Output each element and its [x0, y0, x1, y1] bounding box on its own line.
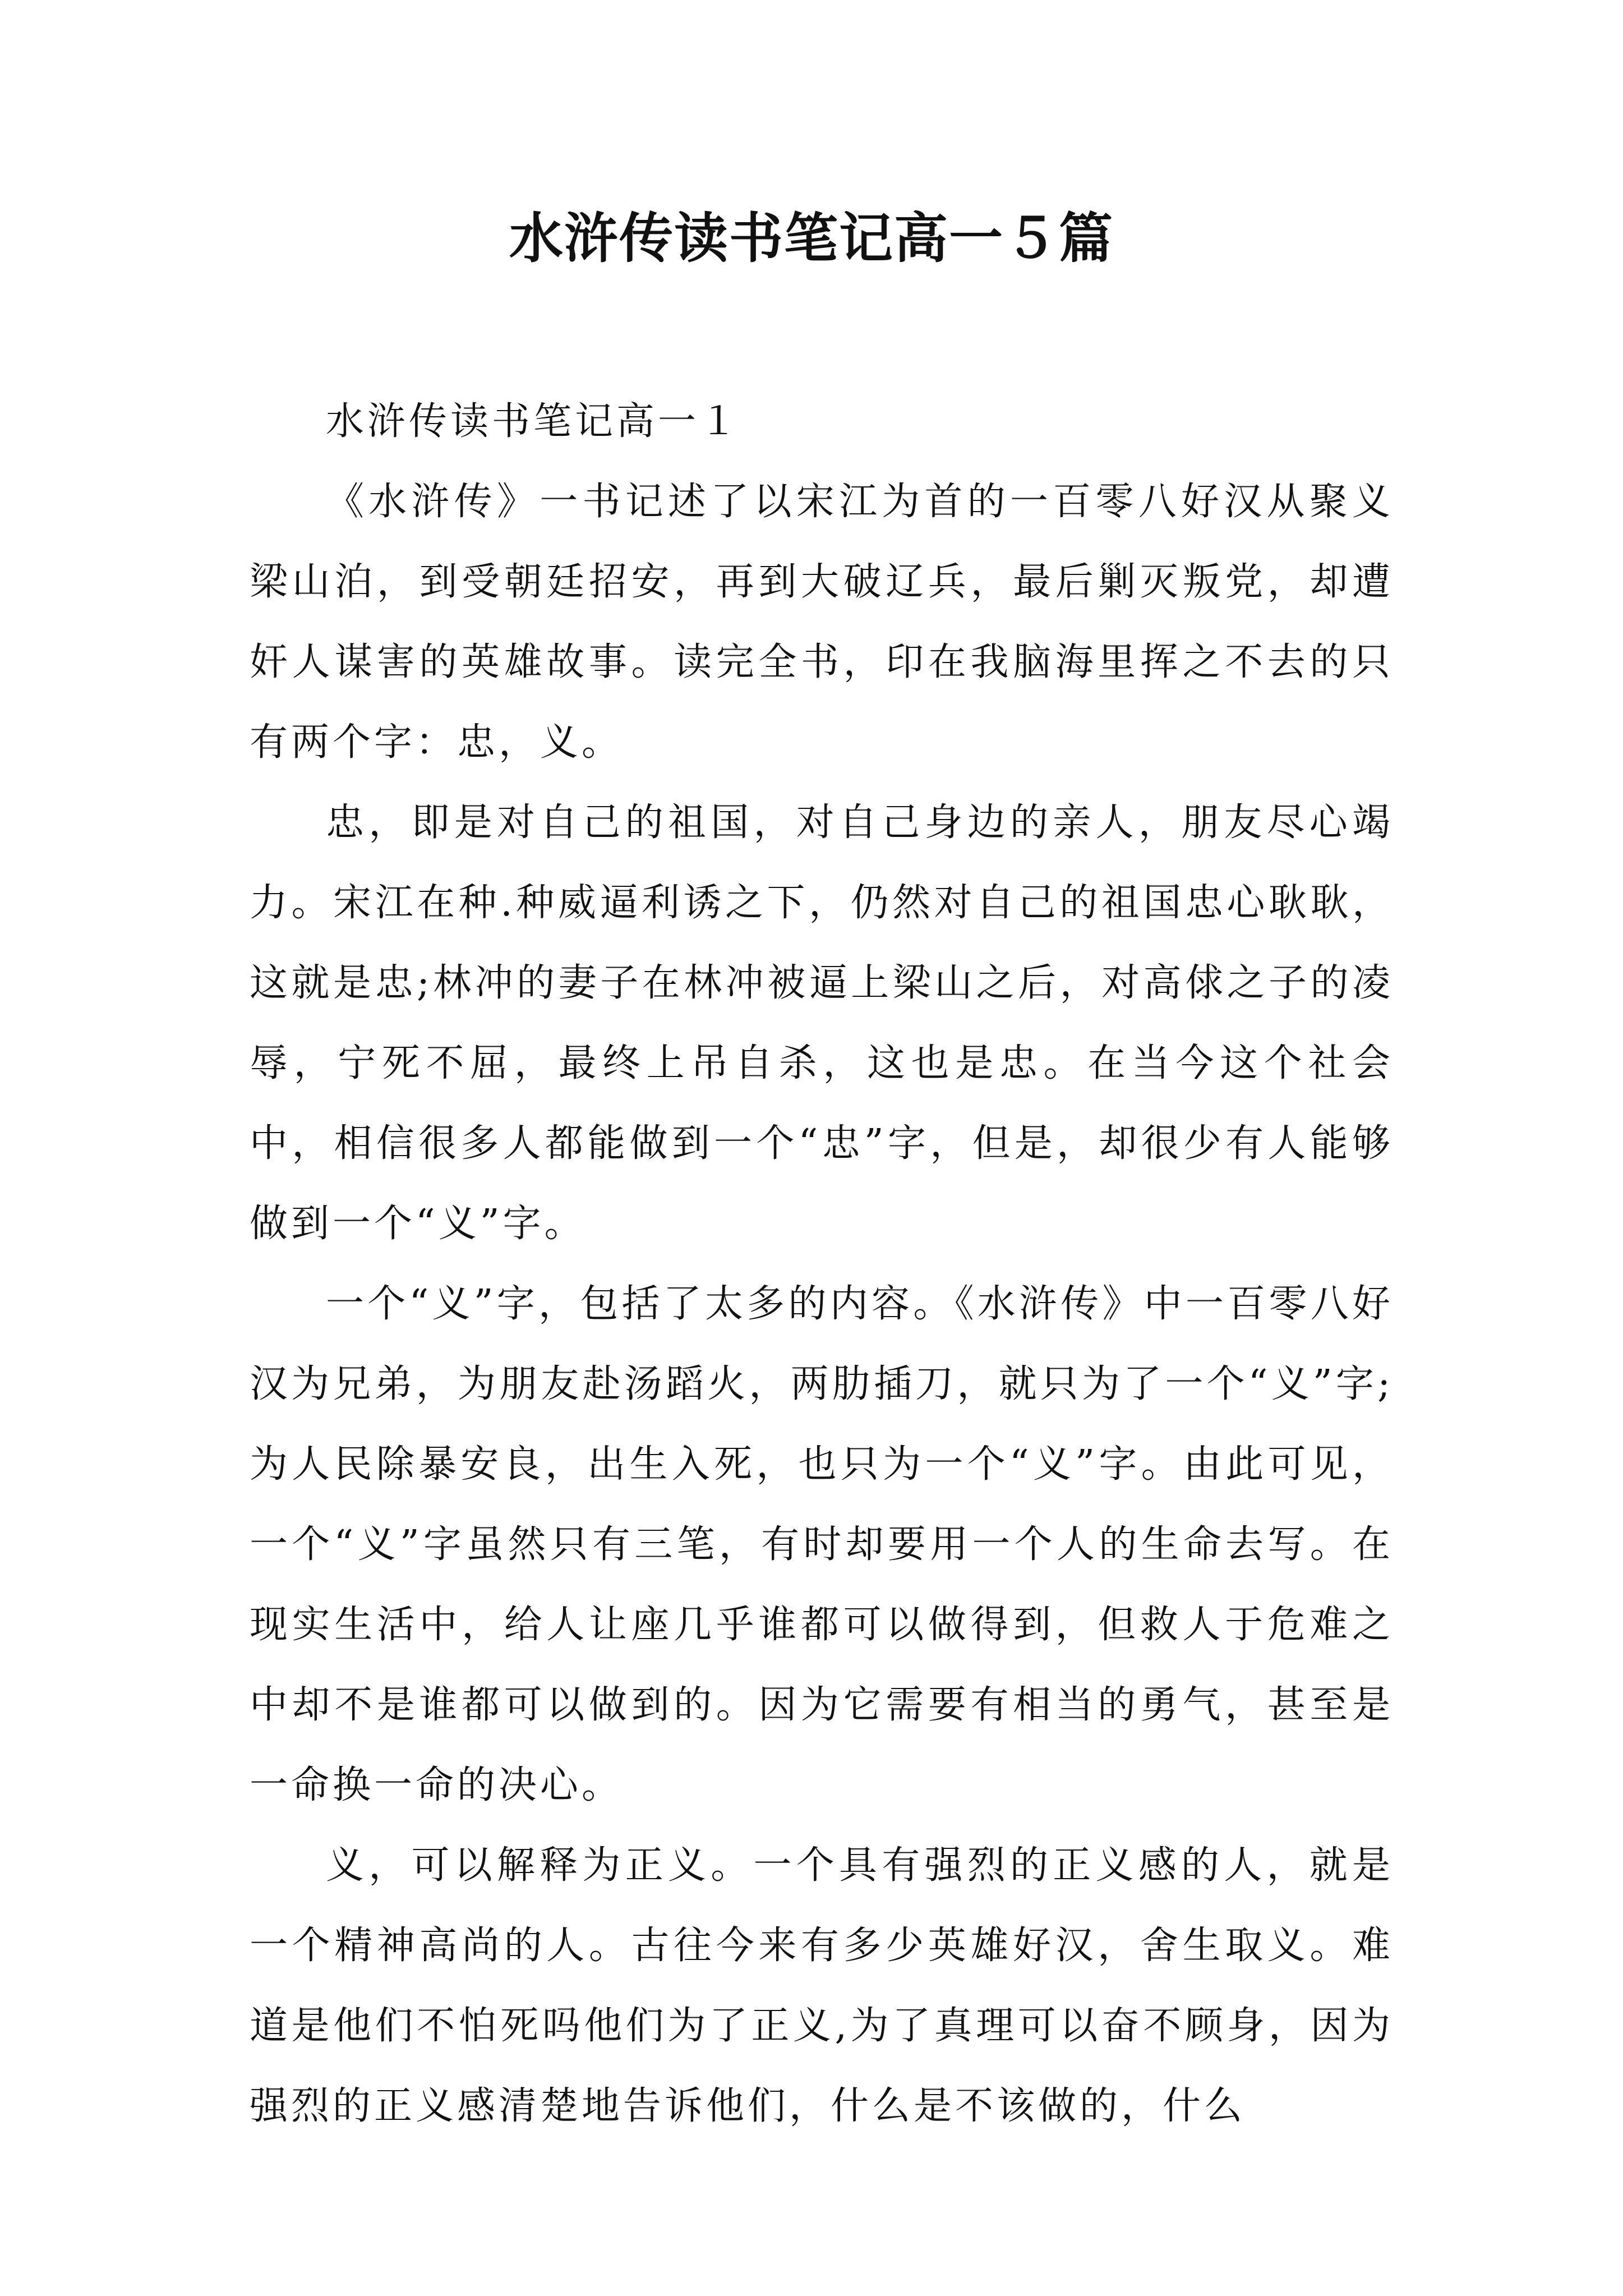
paragraph-4: 义，可以解释为正义。一个具有强烈的正义感的人，就是一个精神高尚的人。古往今来有多少英雄好汉，舍生取义。难道是他们不怕死吗他们为了正义,为了真理可以奋不顾身，因为强烈的正义感清楚地告诉他们，什么是不该做的，什么	[250, 1843, 1394, 2128]
section-heading: 水浒传读书笔记高一１	[326, 399, 741, 444]
paragraph-1: 《水浒传》一书记述了以宋江为首的一百零八好汉从聚义梁山泊，到受朝廷招安，再到大破辽兵，最后剿灭叛党，却遭奸人谋害的英雄故事。读完全书，印在我脑海里挥之不去的只有两个字：忠，义。	[250, 480, 1394, 765]
document-title: 水浒传读书笔记高一５篇	[509, 206, 1114, 270]
paragraph-3: 一个“义”字，包括了太多的内容。《水浒传》中一百零八好汉为兄弟，为朋友赴汤蹈火，两肋插刀，就只为了一个“义”字;为人民除暴安良，出生入死，也只为一个“义”字。由此可见，一个“义”字虽然只有三笔，有时却要用一个人的生命去写。在现实生活中，给人让座几乎谁都可以做得到，但救人于危难之中却不是谁都可以做到的。因为它需要有相当的勇气，甚至是一命换一命的决心。	[250, 1282, 1394, 1807]
paragraph-2: 忠，即是对自己的祖国，对自己身边的亲人，朋友尽心竭力。宋江在种.种威逼利诱之下，仍然对自己的祖国忠心耿耿，这就是忠;林冲的妻子在林冲被逼上梁山之后，对高俅之子的凌辱，宁死不屈，最终上吊自杀，这也是忠。在当今这个社会中，相信很多人都能做到一个“忠”字，但是，却很少有人能够做到一个“义”字。	[250, 800, 1394, 1246]
document-body	[250, 381, 1394, 2146]
